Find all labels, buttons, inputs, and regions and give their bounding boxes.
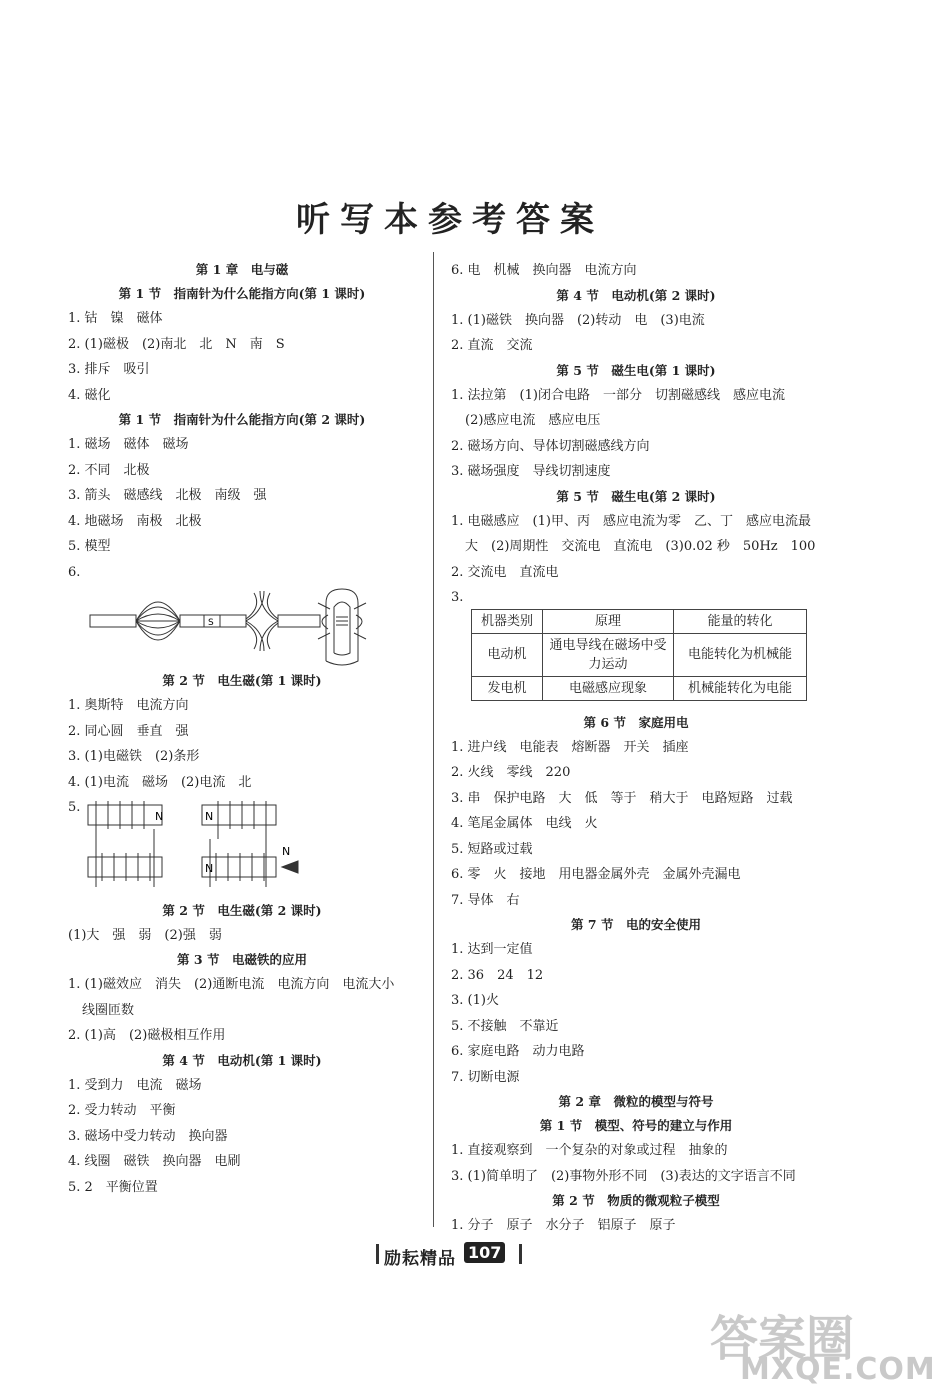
machine-comparison-table	[471, 609, 807, 701]
answer-line: 1. 分子 原子 水分子 铝原子 原子	[451, 1218, 676, 1233]
answer-line: 6.	[68, 564, 81, 580]
answer-line: 3. (1)电磁铁 (2)条形	[68, 749, 200, 764]
table-cell: 电动机	[472, 633, 543, 676]
page-footer	[370, 1236, 530, 1268]
section-heading: 第 2 节 电生磁(第 1 课时)	[162, 673, 322, 688]
answer-line: 1. (1)磁铁 换向器 (2)转动 电 (3)电流	[451, 312, 705, 328]
answer-line: 2. 火线 零线 220	[451, 765, 571, 780]
page-title: 听写本参考答案	[296, 200, 604, 240]
pole-label: N	[282, 844, 291, 858]
answer-line: 线圈匝数	[82, 1002, 135, 1018]
answer-line: 1. 直接观察到 一个复杂的对象或过程 抽象的	[451, 1143, 728, 1158]
pole-label: N	[205, 809, 214, 823]
answer-line: 6. 家庭电路 动力电路	[451, 1044, 585, 1059]
answer-line: 2. 磁场方向、导体切割磁感线方向	[451, 438, 650, 454]
table-cell: 机械能转化为电能	[674, 676, 807, 700]
answer-line: 1. 法拉第 (1)闭合电路 一部分 切割磁感线 感应电流	[451, 387, 785, 403]
answer-line: 7. 切断电源	[451, 1069, 520, 1085]
answer-line: 大 (2)周期性 交流电 直流电 (3)0.02 秒 50Hz 100	[465, 539, 816, 554]
left-column	[68, 258, 416, 1200]
answer-line: 4. (1)电流 磁场 (2)电流 北	[68, 774, 252, 790]
answer-line: 3. (1)火	[451, 993, 499, 1008]
watermark-text: 答案圈	[710, 1311, 855, 1367]
section-heading: 第 4 节 电动机(第 2 课时)	[556, 287, 716, 303]
answer-line: 4. 笔尾金属体 电线 火	[451, 816, 598, 831]
answer-line: 5. 短路或过载	[451, 841, 533, 857]
table-header: 能量的转化	[674, 609, 807, 633]
section-heading: 第 4 节 电动机(第 1 课时)	[162, 1052, 322, 1068]
answer-line: 2. 同心圆 垂直 强	[68, 723, 189, 739]
table-cell: 电能转化为机械能	[674, 633, 807, 676]
section-heading: 第 7 节 电的安全使用	[571, 917, 701, 932]
answer-line: 2. 36 24 12	[451, 967, 544, 983]
answer-line: (1)大 强 弱 (2)强 弱	[68, 927, 222, 943]
answer-line: 3. 磁场中受力转动 换向器	[68, 1128, 228, 1144]
table-header: 原理	[543, 609, 674, 633]
answer-line: (2)感应电流 感应电压	[465, 413, 601, 428]
pole-label: N	[155, 809, 164, 823]
electromagnet-figure	[68, 799, 416, 891]
answer-line: 4. 线圈 磁铁 换向器 电刷	[68, 1154, 241, 1169]
answer-line: 1. 磁场 磁体 磁场	[68, 437, 189, 452]
chapter-heading: 第 1 章 电与磁	[195, 262, 289, 277]
section-heading: 第 6 节 家庭用电	[583, 714, 689, 730]
section-heading: 第 3 节 电磁铁的应用	[177, 952, 307, 967]
answer-line: 1. 钴 镍 磁体	[68, 311, 163, 326]
answer-line: 2. 受力转动 平衡	[68, 1103, 176, 1118]
answer-line: 3. 排斥 吸引	[68, 362, 150, 377]
table-cell: 发电机	[472, 676, 543, 700]
answer-line: 3. 串 保护电路 大 低 等于 稍大于 电路短路 过载	[451, 790, 793, 806]
answer-line: 1. 进户线 电能表 熔断器 开关 插座	[451, 739, 689, 755]
answer-line: 3. 箭头 磁感线 北极 南级 强	[68, 488, 267, 503]
section-heading: 第 2 节 物质的微观粒子模型	[552, 1193, 720, 1208]
answer-line: 7. 导体 右	[451, 892, 520, 908]
answer-line: 2. 不同 北极	[68, 462, 150, 478]
answer-line: 1. 受到力 电流 磁场	[68, 1077, 202, 1093]
answer-line: 1. 奥斯特 电流方向	[68, 698, 189, 713]
watermark-url: MXQE.COM	[740, 1352, 936, 1387]
section-heading: 第 5 节 磁生电(第 1 课时)	[556, 362, 716, 378]
section-heading: 第 1 节 指南针为什么能指方向(第 2 课时)	[118, 412, 366, 427]
answer-line: 1. 电磁感应 (1)甲、丙 感应电流为零 乙、丁 感应电流最	[451, 513, 811, 529]
answer-line: 2. (1)磁极 (2)南北 北 N 南 S	[68, 336, 285, 352]
table-cell: 电磁感应现象	[543, 676, 674, 700]
answer-line: 2. 直流 交流	[451, 338, 533, 353]
pole-label: N	[205, 861, 214, 875]
figure-label: S	[208, 618, 214, 628]
section-heading: 第 2 节 电生磁(第 2 课时)	[162, 902, 322, 918]
answer-line: 5. 2 平衡位置	[68, 1179, 158, 1195]
answer-line: 3. (1)简单明了 (2)事物外形不同 (3)表达的文字语言不同	[451, 1168, 796, 1184]
right-column	[451, 258, 821, 1239]
answer-line: 6. 零 火 接地 用电器金属外壳 金属外壳漏电	[451, 867, 741, 882]
answer-line: 3. 磁场强度 导线切割速度	[451, 464, 611, 479]
chapter-heading: 第 2 章 微粒的模型与符号	[558, 1094, 714, 1109]
answer-line: 6. 电 机械 换向器 电流方向	[451, 263, 637, 278]
section-heading: 第 5 节 磁生电(第 2 课时)	[556, 488, 716, 504]
magnetic-field-figure	[68, 585, 416, 667]
column-divider	[433, 252, 434, 1227]
watermark	[710, 1300, 936, 1390]
answer-line: 1. 达到一定值	[451, 942, 533, 957]
table-header: 机器类别	[472, 609, 543, 633]
answer-line: 5. 模型	[68, 539, 111, 554]
answer-line: 1. (1)磁效应 消失 (2)通断电流 电流方向 电流大小	[68, 977, 395, 992]
answer-line: 4. 磁化	[68, 387, 111, 403]
answer-line: 4. 地磁场 南极 北极	[68, 513, 202, 529]
brand-logo: 励耘精品	[384, 1249, 456, 1269]
section-heading: 第 1 节 指南针为什么能指方向(第 1 课时)	[118, 286, 366, 301]
answer-line: 5. 不接触 不靠近	[451, 1018, 559, 1034]
answer-line: 2. 交流电 直流电	[451, 564, 559, 580]
table-cell: 通电导线在磁场中受力运动	[543, 633, 674, 676]
answer-line: 2. (1)高 (2)磁极相互作用	[68, 1028, 226, 1043]
answer-line: 3.	[451, 590, 464, 605]
answer-line: 5.	[68, 800, 81, 815]
section-heading: 第 1 节 模型、符号的建立与作用	[539, 1118, 733, 1133]
page-number: 107	[464, 1242, 505, 1263]
